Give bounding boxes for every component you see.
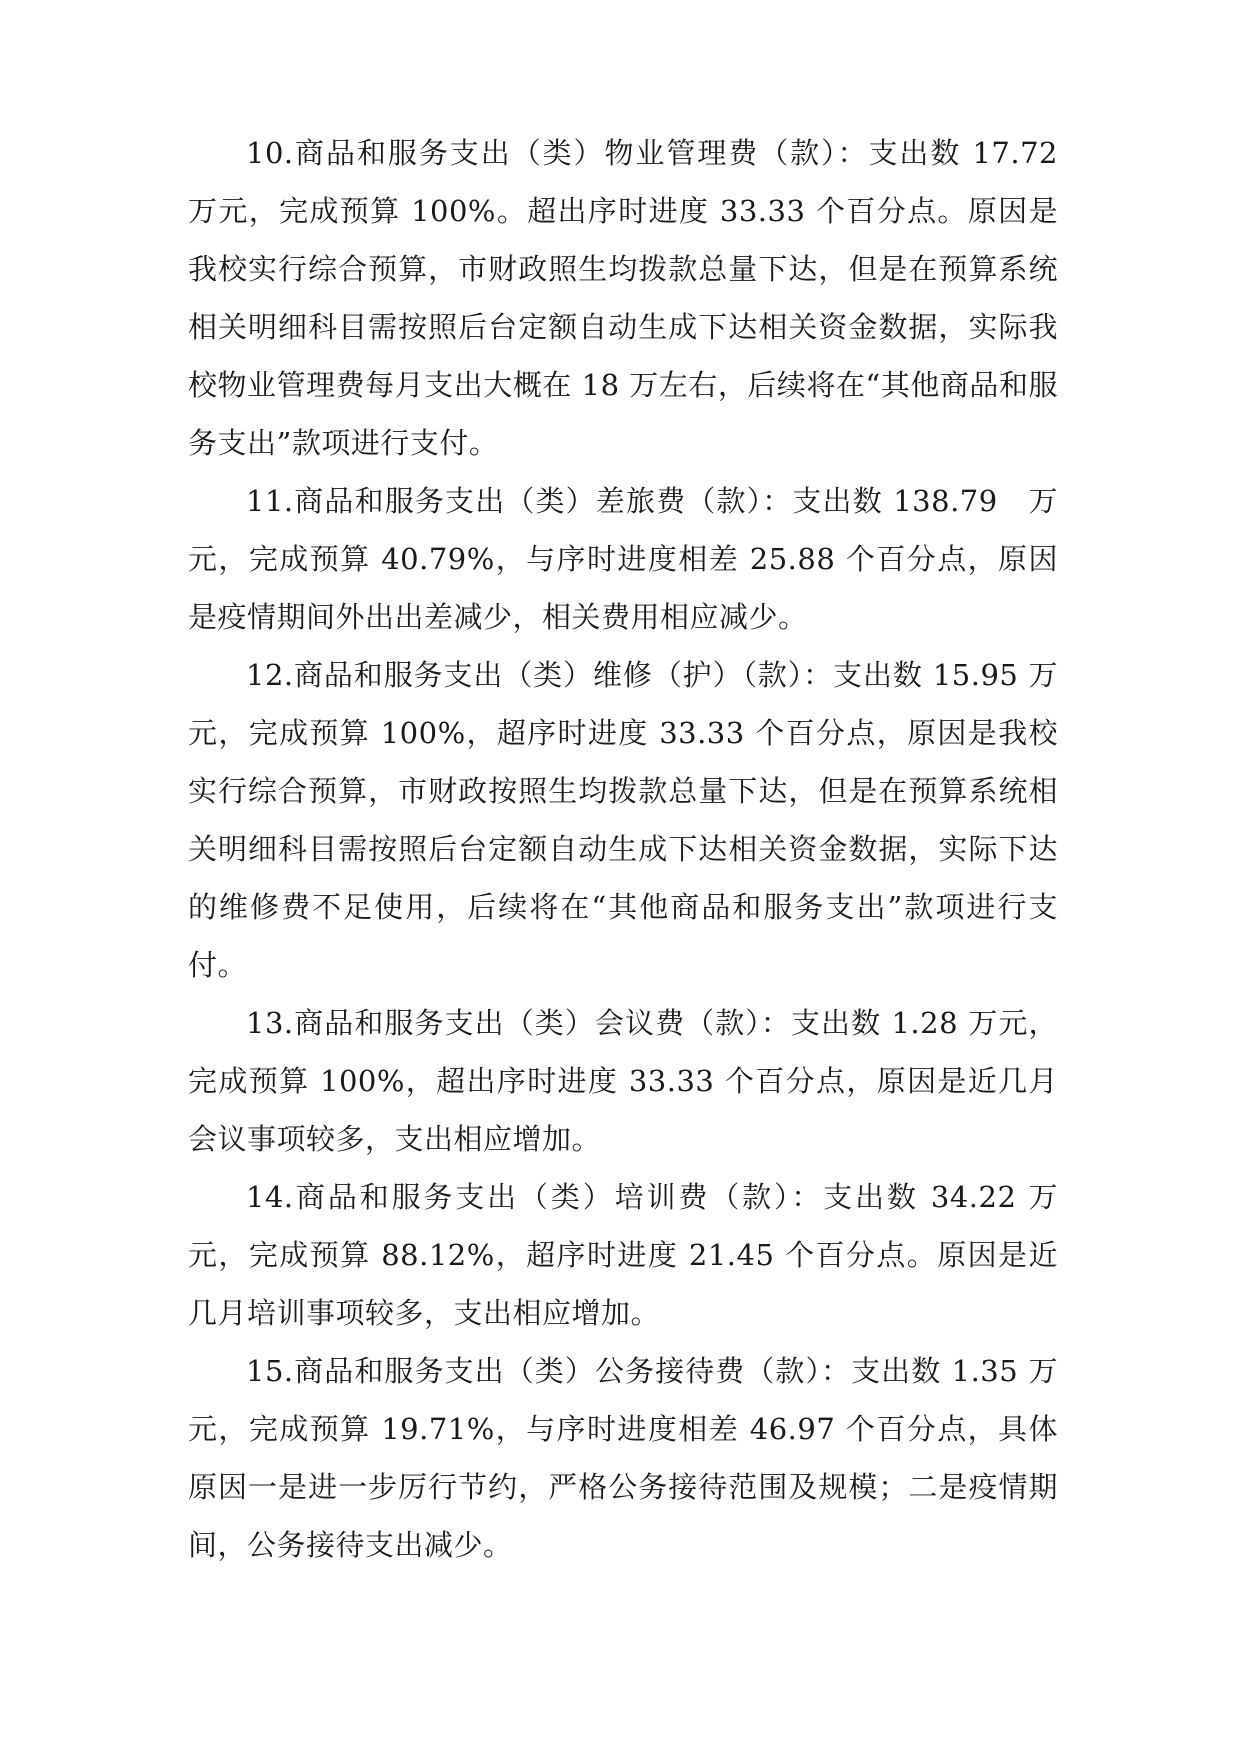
paragraph-property-management-fee: 10.商品和服务支出（类）物业管理费（款）：支出数 17.72 万元，完成预算 100%。超出序时进度 33.33 个百分点。原因是我校实行综合预算，市财政照生均拨款总量下达，但是在预算系统相关明细科目需按照后台定额自动生成下达相关资金数据，实际我校物业管理费每月支出大概在 18 万左右，后续将在“其他商品和服务支出”款项进行支付。 — [188, 136, 1058, 460]
paragraph-travel-expenses: 11.商品和服务支出（类）差旅费（款）：支出数 138.79 万元，完成预算 40.79%，与序时进度相差 25.88 个百分点，原因是疫情期间外出出差减少，相关费用相应减少。 — [188, 484, 1058, 634]
paragraph-maintenance-fee: 12.商品和服务支出（类）维修（护）（款）：支出数 15.95 万元，完成预算 100%，超序时进度 33.33 个百分点，原因是我校实行综合预算，市财政按照生均拨款总量下达，但是在预算系统相关明细科目需按照后台定额自动生成下达相关资金数据，实际下达的维修费不足使用，后续将在“其他商品和服务支出”款项进行支付。 — [188, 658, 1058, 982]
paragraph-reception-fee: 15.商品和服务支出（类）公务接待费（款）：支出数 1.35 万元，完成预算 19.71%，与序时进度相差 46.97 个百分点，具体原因一是进一步厉行节约，严格公务接待范围及规模；二是疫情期间，公务接待支出减少。 — [188, 1354, 1058, 1562]
paragraph-training-fee: 14.商品和服务支出（类）培训费（款）：支出数 34.22 万元，完成预算 88.12%，超序时进度 21.45 个百分点。原因是近几月培训事项较多，支出相应增加。 — [188, 1180, 1058, 1330]
document-body — [188, 124, 1058, 1574]
paragraph-meeting-fee: 13.商品和服务支出（类）会议费（款）：支出数 1.28 万元，完成预算 100%，超出序时进度 33.33 个百分点，原因是近几月会议事项较多，支出相应增加。 — [188, 1006, 1058, 1156]
